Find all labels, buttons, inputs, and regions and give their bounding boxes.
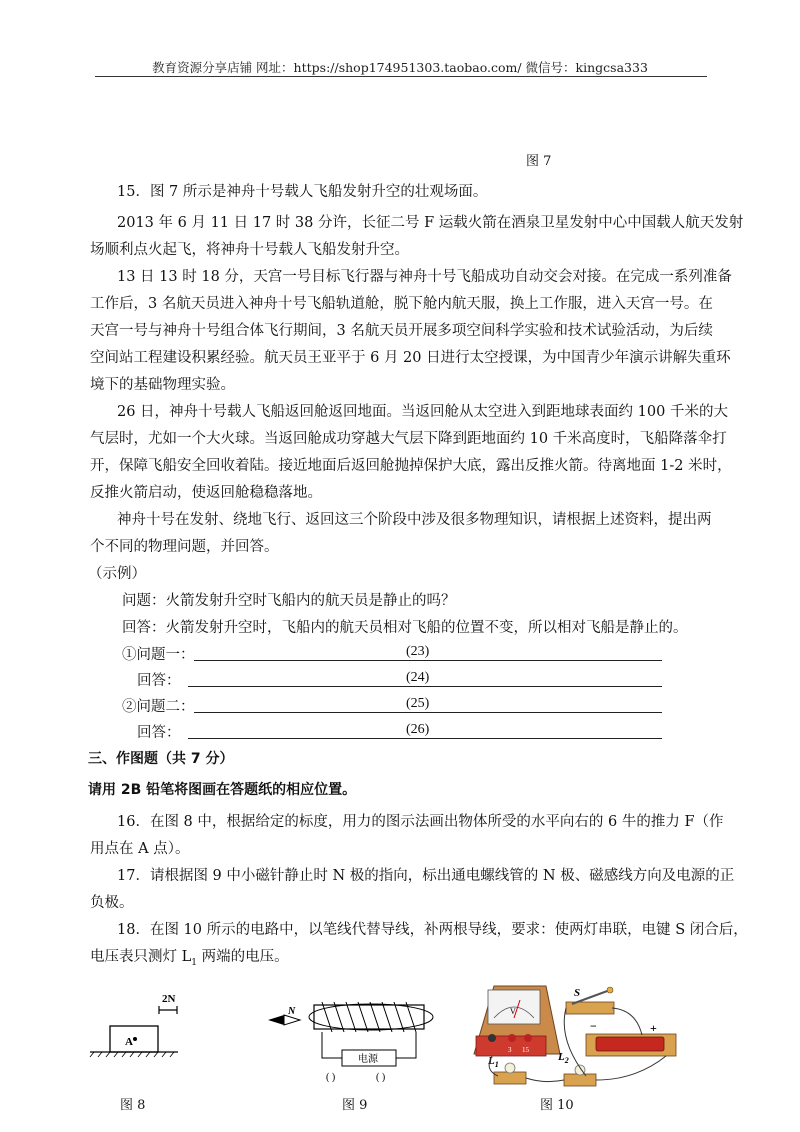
figure-8 xyxy=(88,990,198,1060)
figure-7-caption: 图 7 xyxy=(526,154,552,169)
page-header: 教育资源分享店铺 网址：https://shop174951303.taobao.com/ 微信号：kingcsa333 xyxy=(152,60,648,75)
blank-number-24: (24) xyxy=(406,670,430,685)
answer-blank-23[interactable] xyxy=(194,660,662,661)
q1-label: ①问题一： xyxy=(122,647,195,663)
solenoid-core xyxy=(314,1005,424,1029)
example-question: 问题：火箭发射升空时飞船内的航天员是静止的吗？ xyxy=(122,593,456,609)
answer-blank-26[interactable] xyxy=(188,738,662,739)
battery-minus: − xyxy=(590,1019,597,1033)
voltmeter xyxy=(474,986,560,1056)
q15-para3-line3: 开，保障飞船安全回收着陆。接近地面后返回舱抛掉保护大底，露出反推火箭。待离地面 1-2 米时， xyxy=(90,458,732,474)
q2-label: ②问题二： xyxy=(122,699,195,715)
example-label: （示例） xyxy=(88,566,146,582)
example-answer: 回答：火箭发射升空时，飞船内的航天员相对飞船的位置不变，所以相对飞船是静止的。 xyxy=(122,620,688,636)
q15-para2-line4: 空间站工程建设积累经验。航天员王亚平于 6 月 20 日进行太空授课，为中国青少年演示讲解失重环 xyxy=(90,350,731,366)
meter-v-label: V xyxy=(510,1007,516,1016)
q15-para2-line1: 13 日 13 时 18 分，天宫一号目标飞行器与神舟十号飞船成功自动交会对接。在完成一系列准备 xyxy=(117,269,732,285)
a2-label: 回答： xyxy=(137,725,181,741)
q18-line1: 18．在图 10 所示的电路中，以笔线代替导线，补两根导线，要求：使两灯串联，电键 S 闭合后， xyxy=(117,922,748,938)
point-a-dot xyxy=(133,1037,137,1041)
point-a-label: A xyxy=(125,1036,133,1048)
right-polarity-blank: ( ) xyxy=(376,1072,386,1083)
figure-8-caption: 图 8 xyxy=(120,1098,146,1113)
switch-s xyxy=(566,987,614,1014)
section-3-instruction: 请用 2B 铅笔将图画在答题纸的相应位置。 xyxy=(88,782,357,798)
battery xyxy=(586,1019,676,1056)
q16-line2: 用点在 A 点）。 xyxy=(90,841,190,857)
q15-para3-line2: 气层时，尤如一个大火球。当返回舱成功穿越大气层下降到距地面约 10 千米高度时，飞船降落伞打 xyxy=(90,431,727,447)
q15-para1-line1: 2013 年 6 月 11 日 17 时 38 分许，长征二号 F 运载火箭在酒泉卫星发射中心中国载人航天发射 xyxy=(117,215,744,231)
figure-9 xyxy=(266,996,456,1086)
figure-9-caption: 图 9 xyxy=(342,1098,368,1113)
terminal-15-label: 15 xyxy=(522,1046,529,1054)
figure-10-caption: 图 10 xyxy=(540,1098,574,1113)
q15-para3-line4: 反推火箭启动，使返回舱稳稳落地。 xyxy=(90,485,322,501)
battery-plus: + xyxy=(650,1021,657,1035)
q15-para1-line2: 场顺利点火起飞，将神舟十号载人飞船发射升空。 xyxy=(90,242,409,258)
q15-intro: 15．图 7 所示是神舟十号载人飞船发射升空的壮观场面。 xyxy=(117,184,488,200)
section-3-title: 三、作图题（共 7 分） xyxy=(88,751,234,767)
q15-para3-line1: 26 日，神舟十号载人飞船返回舱返回地面。当返回舱从太空进入到距地球表面约 100 千米的大 xyxy=(117,404,728,420)
figure-10 xyxy=(466,980,692,1092)
q17-line2: 负极。 xyxy=(90,895,134,911)
power-source-label: 电源 xyxy=(358,1054,378,1065)
a1-label: 回答： xyxy=(137,673,181,689)
q15-para2-line5: 境下的基础物理实验。 xyxy=(90,377,235,393)
q15-para4-line1: 神舟十号在发射、绕地飞行、返回这三个阶段中涉及很多物理知识，请根据上述资料，提出两 xyxy=(117,512,712,528)
q15-para2-line3: 天宫一号与神舟十号组合体飞行期间，3 名航天员开展多项空间科学实验和技术试验活动，为后续 xyxy=(90,323,713,339)
ground-hatch xyxy=(90,1052,174,1057)
needle-n-label: N xyxy=(288,1006,296,1017)
q16-line1: 16．在图 8 中，根据给定的标度，用力的图示法画出物体所受的水平向右的 6 牛的推力 F（作 xyxy=(117,814,724,830)
left-polarity-blank: ( ) xyxy=(326,1072,336,1083)
blank-number-26: (26) xyxy=(406,722,430,737)
q15-para2-line2: 工作后，3 名航天员进入神舟十号飞船轨道舱，脱下舱内航天服，换上工作服，进入天宫一号。在 xyxy=(90,296,713,312)
q15-para4-line2: 个不同的物理问题，并回答。 xyxy=(90,539,279,555)
switch-label: S xyxy=(574,987,581,999)
header-divider xyxy=(95,76,707,77)
answer-blank-24[interactable] xyxy=(188,686,662,687)
needle-north-half xyxy=(268,1015,284,1025)
terminal-3-label: 3 xyxy=(508,1046,512,1054)
q18-line2: 电压表只测灯 $L_1$ 两端的电压。 xyxy=(90,949,289,968)
blank-number-23: (23) xyxy=(406,644,430,659)
answer-blank-25[interactable] xyxy=(194,712,662,713)
scale-label: 2N xyxy=(162,993,176,1005)
lamp-l1 xyxy=(487,1055,526,1084)
lamp1-label: $L_1$ xyxy=(488,1055,499,1069)
q17-line1: 17．请根据图 9 中小磁针静止时 N 极的指向，标出通电螺线管的 N 极、磁感线方向及电源的正 xyxy=(117,868,735,884)
lamp2-label: $L_2$ xyxy=(558,1051,569,1065)
blank-number-25: (25) xyxy=(406,696,430,711)
